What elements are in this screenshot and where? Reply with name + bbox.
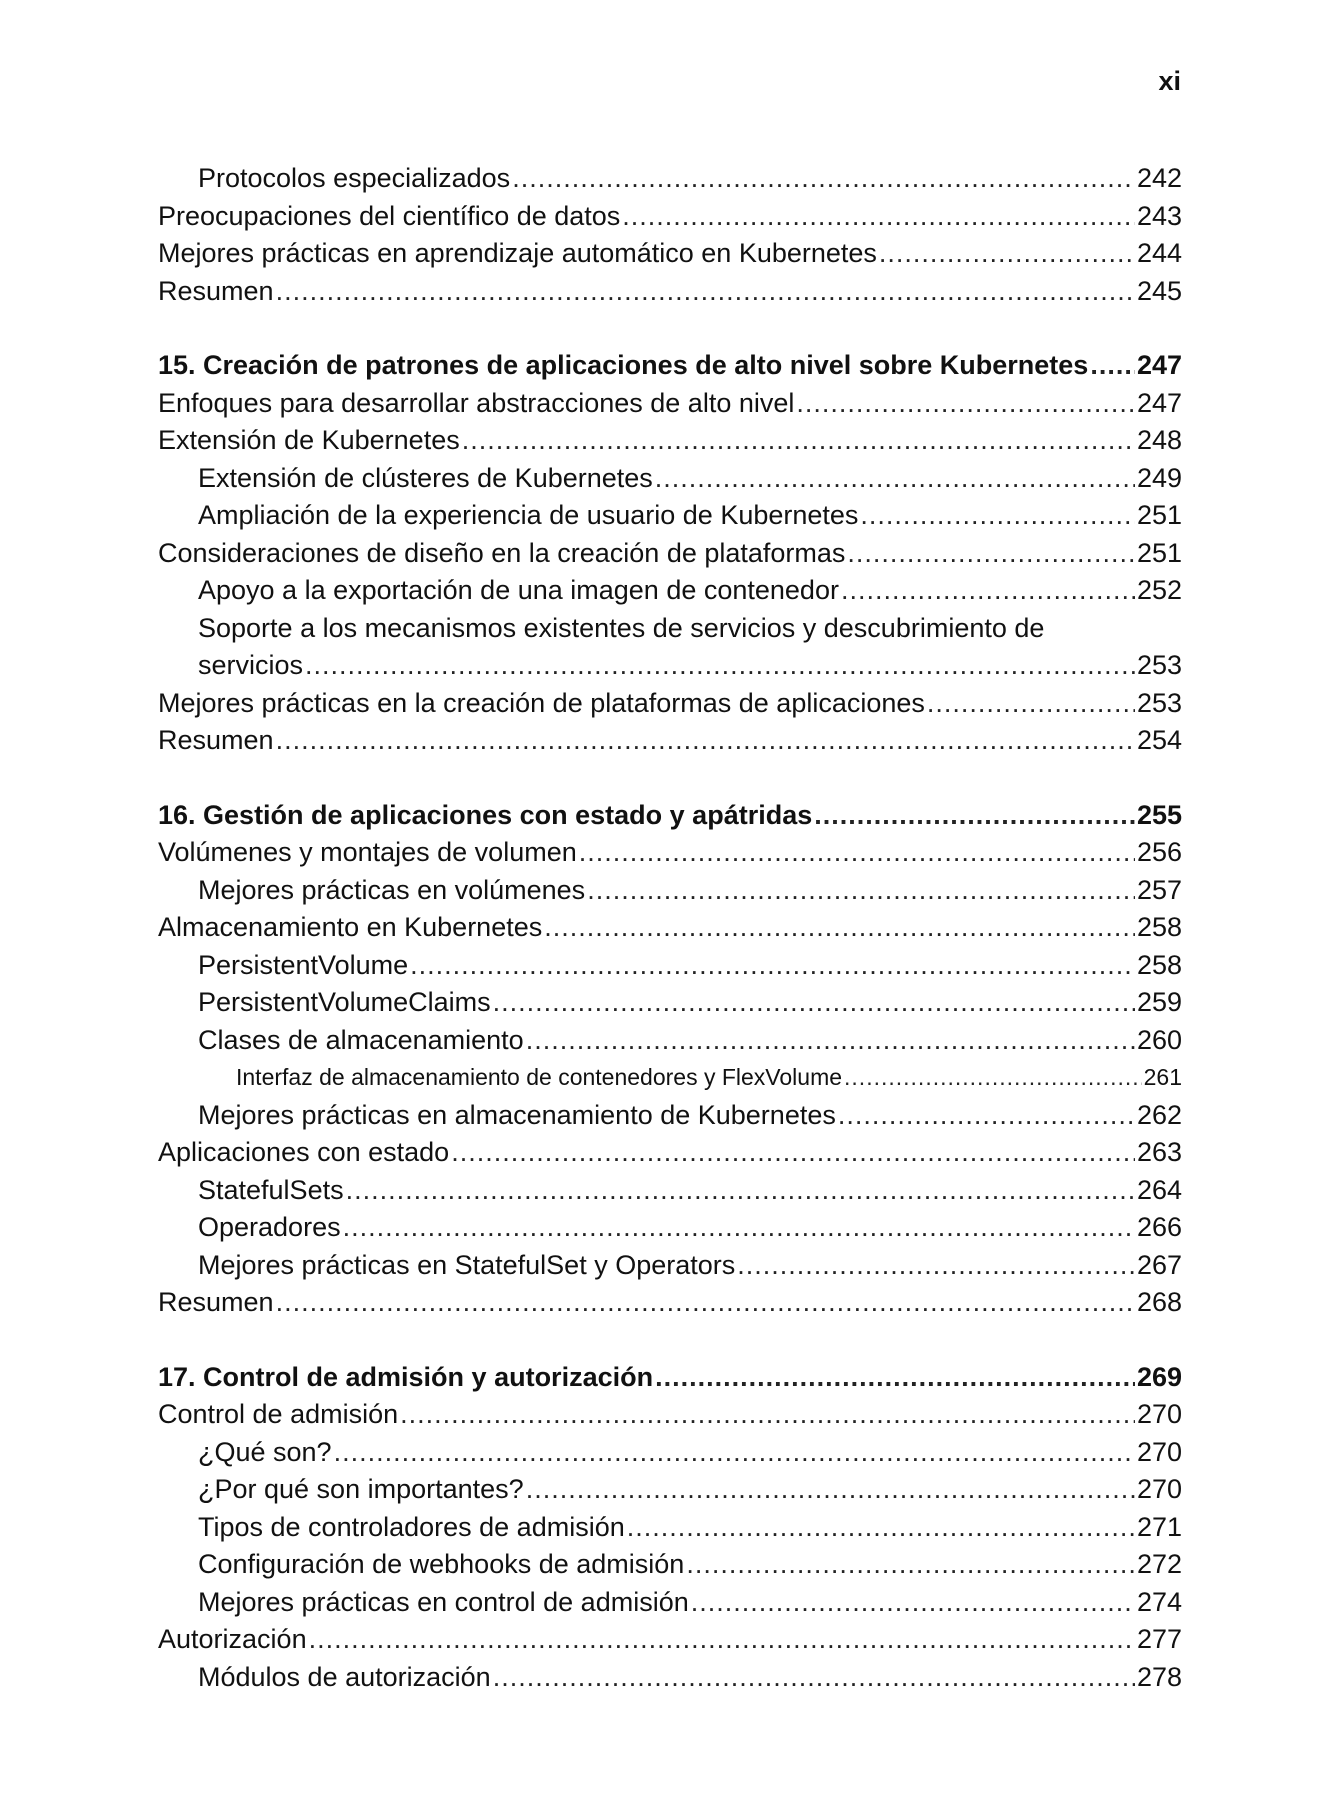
toc-entry — [158, 1621, 1182, 1659]
table-of-contents — [158, 160, 1182, 1696]
toc-entry-page: 247 — [1136, 350, 1182, 380]
dot-leader — [841, 572, 1135, 610]
toc-entry-title: Configuración de webhooks de admisión — [198, 1549, 685, 1579]
toc-entry-title: Mejores prácticas en control de admisión — [198, 1586, 689, 1617]
dot-leader — [655, 460, 1135, 498]
toc-entry-title: ¿Por qué son importantes? — [198, 1474, 524, 1504]
toc-entry — [158, 872, 1182, 910]
toc-entry-title: Operadores — [198, 1212, 341, 1242]
toc-entry-page: 254 — [1136, 725, 1182, 755]
toc-entry-title: Tipos de controladores de admisión — [198, 1511, 625, 1542]
toc-entry-page: 258 — [1136, 949, 1182, 980]
dot-leader — [847, 535, 1135, 573]
dot-leader — [462, 422, 1135, 460]
toc-entry — [158, 460, 1182, 498]
toc-chapter-entry — [158, 1359, 1182, 1397]
dot-leader — [814, 797, 1135, 835]
dot-leader — [276, 1284, 1135, 1322]
toc-entry — [158, 947, 1182, 985]
toc-entry — [158, 198, 1182, 236]
toc-entry — [158, 1396, 1182, 1434]
toc-entry-title: Soporte a los mecanismos existentes de servicios y descubrimiento de — [198, 612, 1045, 643]
toc-entry — [158, 1509, 1182, 1547]
dot-leader — [1090, 347, 1135, 385]
dot-leader — [927, 685, 1135, 723]
toc-entry-page: 277 — [1136, 1624, 1182, 1654]
toc-entry-title: servicios — [198, 650, 304, 680]
toc-entry — [158, 572, 1182, 610]
toc-entry-page: 278 — [1136, 1661, 1182, 1692]
toc-chapter-entry — [158, 797, 1182, 835]
toc-entry-title: Interfaz de almacenamiento de contenedores y FlexVolume — [236, 1064, 843, 1090]
toc-entry-page: 247 — [1136, 387, 1182, 418]
dot-leader — [838, 1097, 1135, 1135]
toc-entry-page: 264 — [1136, 1174, 1182, 1205]
toc-entry-title: Mejores prácticas en aprendizaje automático en Kubernetes — [158, 238, 877, 268]
toc-entry-title: Extensión de Kubernetes — [158, 425, 460, 455]
toc-entry-page: 245 — [1136, 275, 1182, 306]
page-number: xi — [1158, 66, 1181, 96]
toc-entry-title: Extensión de clústeres de Kubernetes — [198, 462, 653, 493]
dot-leader — [309, 1621, 1135, 1659]
toc-entry — [158, 685, 1182, 723]
toc-entry-page: 270 — [1136, 1436, 1182, 1467]
toc-entry — [158, 1022, 1182, 1060]
dot-leader — [451, 1134, 1135, 1172]
toc-entry-page: 251 — [1136, 500, 1182, 530]
toc-entry-page: 252 — [1136, 575, 1182, 605]
toc-entry — [158, 647, 1182, 685]
toc-entry — [158, 1059, 1182, 1097]
toc-entry-title: 16. Gestión de aplicaciones con estado y apátridas — [158, 799, 813, 830]
toc-entry-page: 242 — [1136, 163, 1182, 193]
dot-leader — [512, 160, 1135, 198]
toc-entry-title: Mejores prácticas en StatefulSet y Operators — [198, 1249, 736, 1280]
toc-entry — [158, 1247, 1182, 1285]
toc-entry-title: 15. Creación de patrones de aplicaciones de alto nivel sobre Kubernetes — [158, 350, 1089, 380]
toc-entry-title: Control de admisión — [158, 1399, 399, 1429]
toc-entry-title: PersistentVolumeClaims — [198, 987, 491, 1017]
dot-leader — [544, 909, 1135, 947]
toc-entry-title: Ampliación de la experiencia de usuario de Kubernetes — [198, 500, 859, 530]
dot-leader — [493, 984, 1135, 1022]
dot-leader — [305, 647, 1135, 685]
toc-entry-page: 249 — [1136, 462, 1182, 493]
toc-entry-page: 263 — [1136, 1137, 1182, 1167]
dot-leader — [587, 872, 1135, 910]
dot-leader — [737, 1247, 1135, 1285]
toc-entry-page: 271 — [1136, 1511, 1182, 1542]
toc-entry-page: 267 — [1136, 1249, 1182, 1280]
toc-entry — [158, 497, 1182, 535]
toc-entry-title: Resumen — [158, 275, 274, 306]
toc-entry-page: 260 — [1136, 1024, 1182, 1055]
toc-entry-title: Almacenamiento en Kubernetes — [158, 912, 543, 942]
dot-leader — [346, 1172, 1135, 1210]
toc-entry-page: 243 — [1136, 200, 1182, 231]
toc-entry-page: 253 — [1136, 687, 1182, 718]
toc-entry-title: StatefulSets — [198, 1174, 344, 1205]
toc-entry-title: Resumen — [158, 725, 274, 755]
toc-chapter-entry — [158, 347, 1182, 385]
toc-entry-title: PersistentVolume — [198, 949, 409, 980]
dot-leader — [622, 198, 1135, 236]
toc-entry-page: 270 — [1136, 1399, 1182, 1429]
toc-entry — [158, 834, 1182, 872]
toc-entry-title: Protocolos especializados — [198, 163, 511, 193]
dot-leader — [844, 1059, 1142, 1097]
toc-entry-page: 255 — [1136, 799, 1182, 830]
toc-entry — [158, 1284, 1182, 1322]
toc-entry-title: Enfoques para desarrollar abstracciones de alto nivel — [158, 387, 795, 418]
toc-entry — [158, 422, 1182, 460]
toc-entry — [158, 1172, 1182, 1210]
dot-leader — [691, 1584, 1135, 1622]
toc-entry — [158, 610, 1182, 648]
toc-entry-page: 256 — [1136, 837, 1182, 867]
toc-entry-page: 262 — [1136, 1099, 1182, 1130]
toc-entry — [158, 1584, 1182, 1622]
dot-leader — [493, 1659, 1135, 1697]
toc-entry-page: 257 — [1136, 874, 1182, 905]
toc-entry-title: Clases de almacenamiento — [198, 1024, 524, 1055]
dot-leader — [627, 1509, 1135, 1547]
dot-leader — [343, 1209, 1135, 1247]
dot-leader — [276, 273, 1135, 311]
toc-entry-page: 272 — [1136, 1549, 1182, 1579]
toc-entry-page: 259 — [1136, 987, 1182, 1017]
toc-entry-page: 274 — [1136, 1586, 1182, 1617]
toc-entry-title: Apoyo a la exportación de una imagen de contenedor — [198, 575, 839, 605]
toc-entry — [158, 1659, 1182, 1697]
dot-leader — [526, 1022, 1135, 1060]
toc-entry — [158, 909, 1182, 947]
toc-entry — [158, 1134, 1182, 1172]
toc-entry-title: Aplicaciones con estado — [158, 1137, 450, 1167]
dot-leader — [276, 722, 1135, 760]
toc-entry-title: Volúmenes y montajes de volumen — [158, 837, 577, 867]
toc-entry — [158, 235, 1182, 273]
toc-entry — [158, 1471, 1182, 1509]
toc-entry — [158, 160, 1182, 198]
toc-entry-page: 248 — [1136, 425, 1182, 455]
toc-entry-title: Mejores prácticas en almacenamiento de Kubernetes — [198, 1099, 836, 1130]
toc-entry-title: Mejores prácticas en volúmenes — [198, 874, 586, 905]
toc-entry-page: 251 — [1136, 537, 1182, 568]
dot-leader — [400, 1396, 1135, 1434]
toc-entry — [158, 1434, 1182, 1472]
dot-leader — [879, 235, 1135, 273]
toc-entry — [158, 535, 1182, 573]
toc-entry-title: Módulos de autorización — [198, 1661, 491, 1692]
toc-entry-title: Consideraciones de diseño en la creación de plataformas — [158, 537, 846, 568]
toc-entry-title: Mejores prácticas en la creación de plataformas de aplicaciones — [158, 687, 925, 718]
toc-entry-page: 253 — [1136, 650, 1182, 680]
toc-entry-title: Resumen — [158, 1287, 274, 1317]
dot-leader — [526, 1471, 1135, 1509]
toc-entry-title: 17. Control de admisión y autorización — [158, 1361, 654, 1392]
dot-leader — [579, 834, 1135, 872]
toc-entry — [158, 1097, 1182, 1135]
toc-entry-title: Autorización — [158, 1624, 307, 1654]
toc-entry — [158, 385, 1182, 423]
toc-entry-page: 258 — [1136, 912, 1182, 942]
toc-entry-page: 268 — [1136, 1287, 1182, 1317]
dot-leader — [410, 947, 1135, 985]
toc-entry — [158, 984, 1182, 1022]
toc-entry-page: 270 — [1136, 1474, 1182, 1504]
toc-entry — [158, 1209, 1182, 1247]
dot-leader — [655, 1359, 1135, 1397]
toc-entry-page: 244 — [1136, 238, 1182, 268]
dot-leader — [860, 497, 1135, 535]
toc-entry-page: 266 — [1136, 1212, 1182, 1242]
toc-entry — [158, 273, 1182, 311]
toc-entry-title: ¿Qué son? — [198, 1436, 332, 1467]
toc-entry — [158, 722, 1182, 760]
toc-entry-page: 261 — [1143, 1064, 1182, 1090]
toc-entry-title: Preocupaciones del científico de datos — [158, 200, 621, 231]
dot-leader — [796, 385, 1135, 423]
dot-leader — [334, 1434, 1135, 1472]
toc-entry-page: 269 — [1136, 1361, 1182, 1392]
dot-leader — [686, 1546, 1135, 1584]
toc-entry — [158, 1546, 1182, 1584]
